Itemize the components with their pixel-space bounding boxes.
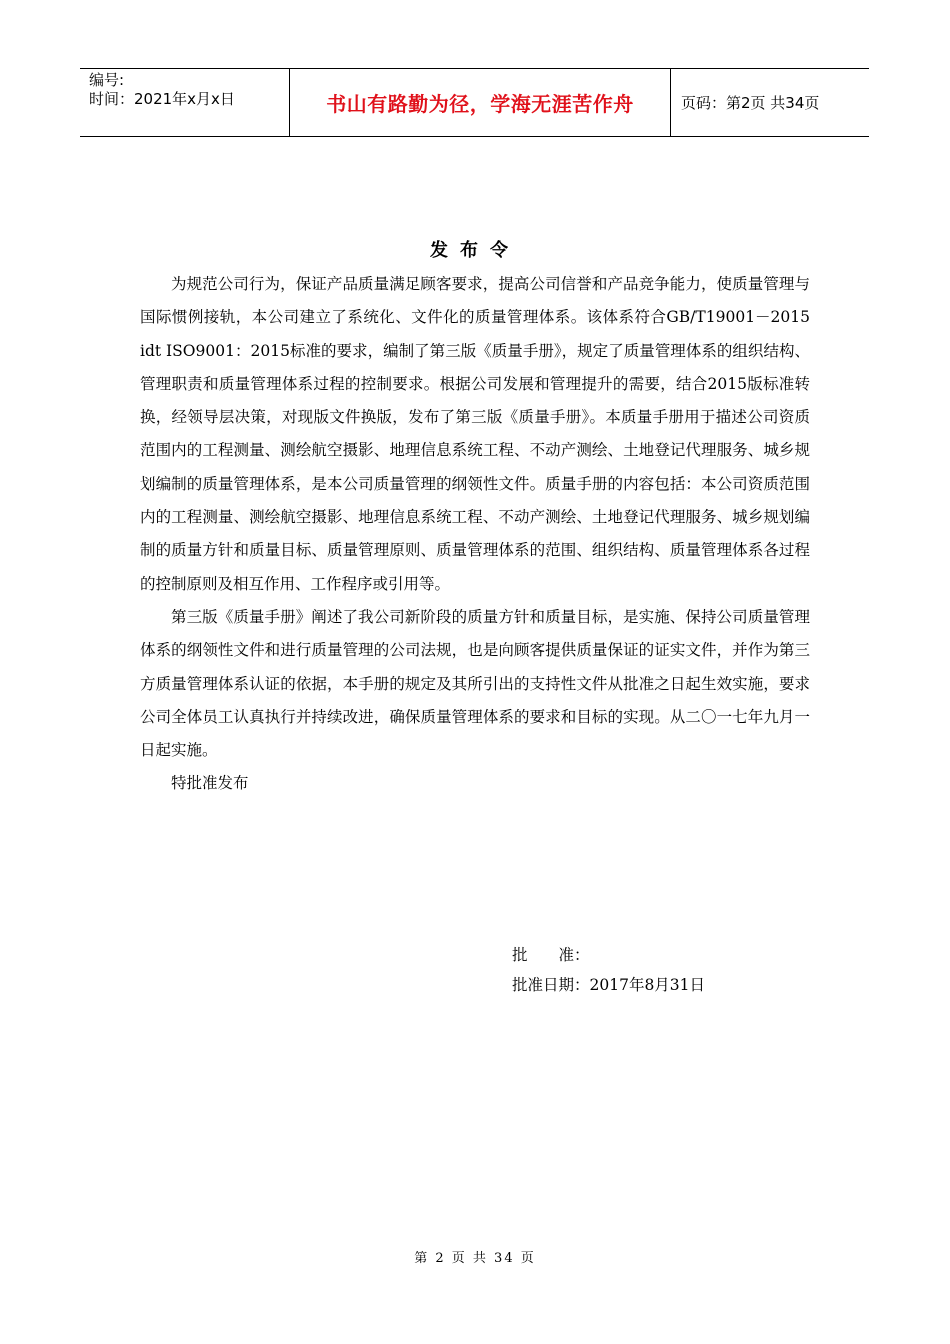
- header-motto: 书山有路勤为径，学海无涯苦作舟: [290, 69, 671, 136]
- approval-block: [512, 940, 705, 1000]
- approver-label: 批 准：: [512, 946, 590, 964]
- document-title: 发布令: [430, 240, 520, 261]
- page-header: [80, 68, 869, 137]
- header-meta: [80, 69, 290, 136]
- paragraph-3: 特批准发布: [171, 774, 249, 793]
- document-body: [140, 268, 810, 801]
- paragraph-1: 为规范公司行为，保证产品质量满足顾客要求，提高公司信誉和产品竞争能力，使质量管理与国际惯例接轨，本公司建立了系统化、文件化的质量管理体系。该体系符合GB/T19001－2015 idt ISO9001：2015标准的要求，编制了第三版《质量手册》，规定了质量管理体系的组织结构、管理职责和质量管理体系过程的控制要求。根据公司发展和管理提升的需要，结合2015版标准转换，经领导层决策，对现版文件换版，发布了第三版《质量手册》。本质量手册用于描述公司资质范围内的工程测量、测绘航空摄影、地理信息系统工程、不动产测绘、土地登记代理服务、城乡规划编制的质量管理体系，是本公司质量管理的纲领性文件。质量手册的内容包括：本公司资质范围内的工程测量、测绘航空摄影、地理信息系统工程、不动产测绘、土地登记代理服务、城乡规划编制的质量方针和质量目标、质量管理原则、质量管理体系的范围、组织结构、质量管理体系各过程的控制原则及相互作用、工作程序或引用等。: [140, 275, 810, 593]
- page-footer: 第 2 页 共 34 页: [414, 1251, 536, 1266]
- document-time-label: 时间：2021年x月x日: [89, 90, 235, 108]
- paragraph-2: 第三版《质量手册》阐述了我公司新阶段的质量方针和质量目标，是实施、保持公司质量管理体系的纲领性文件和进行质量管理的公司法规，也是向顾客提供质量保证的证实文件，并作为第三方质量管理体系认证的依据，本手册的规定及其所引出的支持性文件从批准之日起生效实施，要求公司全体员工认真执行并持续改进，确保质量管理体系的要求和目标的实现。从二〇一七年九月一日起实施。: [140, 607, 810, 760]
- header-page-info: 页码：第2页 共34页: [681, 94, 820, 112]
- approval-date: 批准日期：2017年8月31日: [512, 976, 706, 994]
- document-number-label: 编号:: [89, 71, 125, 89]
